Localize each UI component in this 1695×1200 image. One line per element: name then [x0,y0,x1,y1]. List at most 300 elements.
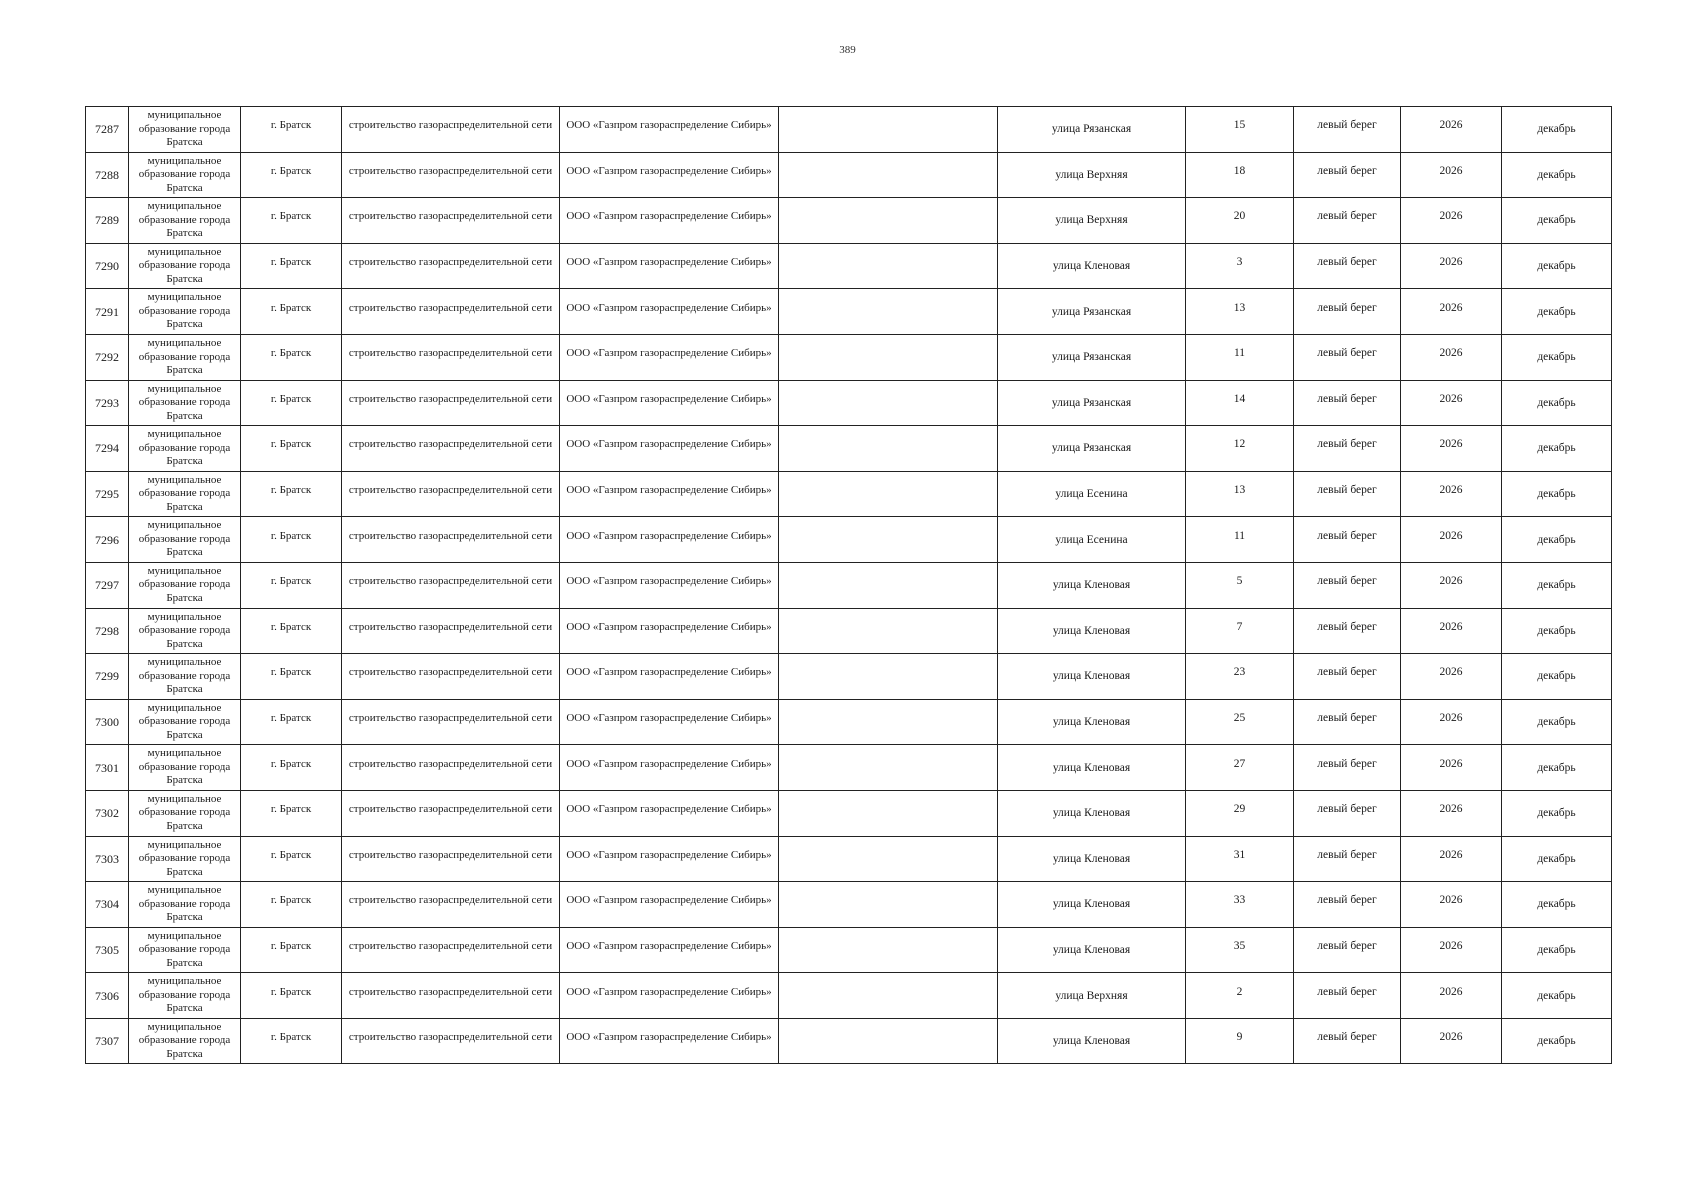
table-row [86,243,1612,289]
street-cell: улица Кленовая [998,699,1186,745]
street-cell: улица Верхняя [998,973,1186,1019]
house-number-text: 20 [1233,210,1246,223]
blank-cell [779,243,998,289]
city-cell [241,608,342,654]
work-type-text: строительство газораспределительной сети [348,575,553,588]
bank-text: левый берег [1317,301,1377,314]
city-text: г. Братск [270,438,312,451]
month-cell: декабрь [1502,699,1612,745]
city-text: г. Братск [270,803,312,816]
table-row [86,836,1612,882]
city-text: г. Братск [270,757,312,770]
table-row [86,882,1612,928]
bank-text: левый берег [1317,438,1377,451]
work-type-cell [342,882,560,928]
year-cell [1401,334,1502,380]
blank-cell [779,882,998,928]
municipality-cell: муниципальное образование города Братска [129,654,241,700]
house-number-text: 9 [1236,1031,1243,1044]
street-cell: улица Верхняя [998,198,1186,244]
blank-cell [779,654,998,700]
city-cell [241,1018,342,1064]
street-cell: улица Есенина [998,517,1186,563]
year-text: 2026 [1439,894,1463,907]
blank-cell [779,790,998,836]
work-type-text: строительство газораспределительной сети [348,894,553,907]
work-type-cell [342,380,560,426]
house-number-text: 11 [1233,529,1246,542]
work-type-text: строительство газораспределительной сети [348,210,553,223]
house-number-cell [1186,107,1294,153]
table-row [86,426,1612,472]
work-type-cell [342,517,560,563]
row-number-cell: 7289 [86,198,129,244]
house-number-text: 31 [1233,848,1246,861]
city-text: г. Братск [270,666,312,679]
work-type-cell [342,927,560,973]
organization-cell [560,882,779,928]
work-type-text: строительство газораспределительной сети [348,438,553,451]
city-cell [241,152,342,198]
city-text: г. Братск [270,164,312,177]
organization-cell [560,243,779,289]
work-type-cell [342,654,560,700]
house-number-text: 27 [1233,757,1246,770]
work-type-text: строительство газораспределительной сети [348,301,553,314]
street-cell: улица Рязанская [998,380,1186,426]
street-cell: улица Рязанская [998,334,1186,380]
bank-cell [1294,426,1401,472]
work-type-text: строительство газораспределительной сети [348,392,553,405]
organization-text: ООО «Газпром газораспределение Сибирь» [566,210,772,223]
city-text: г. Братск [270,894,312,907]
city-cell [241,243,342,289]
municipality-cell: муниципальное образование города Братска [129,243,241,289]
city-cell [241,790,342,836]
work-type-cell [342,426,560,472]
organization-cell [560,745,779,791]
bank-cell [1294,562,1401,608]
house-number-cell [1186,927,1294,973]
year-text: 2026 [1439,575,1463,588]
municipality-cell: муниципальное образование города Братска [129,107,241,153]
work-type-cell [342,699,560,745]
year-cell [1401,380,1502,426]
blank-cell [779,1018,998,1064]
municipality-cell: муниципальное образование города Братска [129,882,241,928]
bank-text: левый берег [1317,1031,1377,1044]
bank-text: левый берег [1317,712,1377,725]
city-cell [241,334,342,380]
year-text: 2026 [1439,529,1463,542]
work-type-text: строительство газораспределительной сети [348,1031,553,1044]
city-text: г. Братск [270,347,312,360]
organization-cell [560,562,779,608]
municipality-cell: муниципальное образование города Братска [129,471,241,517]
work-type-cell [342,152,560,198]
organization-cell [560,699,779,745]
row-number-cell: 7291 [86,289,129,335]
month-cell: декабрь [1502,562,1612,608]
row-number-cell: 7303 [86,836,129,882]
municipality-cell: муниципальное образование города Братска [129,973,241,1019]
month-cell: декабрь [1502,836,1612,882]
row-number-cell: 7290 [86,243,129,289]
street-cell: улица Кленовая [998,562,1186,608]
year-text: 2026 [1439,484,1463,497]
work-type-cell [342,289,560,335]
house-number-text: 11 [1233,347,1246,360]
year-text: 2026 [1439,803,1463,816]
city-cell [241,517,342,563]
work-type-cell [342,334,560,380]
house-number-text: 18 [1233,164,1246,177]
blank-cell [779,426,998,472]
municipality-cell: муниципальное образование города Братска [129,699,241,745]
table-row [86,152,1612,198]
city-text: г. Братск [270,392,312,405]
bank-cell [1294,699,1401,745]
blank-cell [779,836,998,882]
work-type-text: строительство газораспределительной сети [348,119,553,132]
organization-text: ООО «Газпром газораспределение Сибирь» [566,894,772,907]
city-text: г. Братск [270,1031,312,1044]
municipality-cell: муниципальное образование города Братска [129,152,241,198]
month-cell: декабрь [1502,152,1612,198]
city-text: г. Братск [270,575,312,588]
organization-text: ООО «Газпром газораспределение Сибирь» [566,347,772,360]
city-cell [241,654,342,700]
month-cell: декабрь [1502,517,1612,563]
year-text: 2026 [1439,347,1463,360]
gasification-table [85,106,1612,1064]
street-cell: улица Рязанская [998,289,1186,335]
blank-cell [779,973,998,1019]
house-number-cell [1186,790,1294,836]
year-cell [1401,471,1502,517]
row-number-cell: 7307 [86,1018,129,1064]
work-type-cell [342,973,560,1019]
table-row [86,699,1612,745]
work-type-cell [342,608,560,654]
city-cell [241,107,342,153]
house-number-cell [1186,836,1294,882]
organization-cell [560,198,779,244]
row-number-cell: 7296 [86,517,129,563]
bank-cell [1294,471,1401,517]
work-type-text: строительство газораспределительной сети [348,529,553,542]
year-cell [1401,790,1502,836]
street-cell: улица Кленовая [998,243,1186,289]
municipality-cell: муниципальное образование города Братска [129,517,241,563]
month-cell: декабрь [1502,790,1612,836]
house-number-text: 25 [1233,712,1246,725]
month-cell: декабрь [1502,426,1612,472]
organization-cell [560,1018,779,1064]
city-text: г. Братск [270,620,312,633]
city-text: г. Братск [270,301,312,314]
table-row [86,334,1612,380]
organization-text: ООО «Газпром газораспределение Сибирь» [566,119,772,132]
year-cell [1401,289,1502,335]
municipality-cell: муниципальное образование города Братска [129,608,241,654]
bank-cell [1294,198,1401,244]
city-cell [241,198,342,244]
municipality-cell: муниципальное образование города Братска [129,426,241,472]
organization-text: ООО «Газпром газораспределение Сибирь» [566,666,772,679]
organization-text: ООО «Газпром газораспределение Сибирь» [566,438,772,451]
house-number-cell [1186,243,1294,289]
city-cell [241,973,342,1019]
year-cell [1401,882,1502,928]
municipality-cell: муниципальное образование города Братска [129,1018,241,1064]
month-cell: декабрь [1502,654,1612,700]
table-body [86,107,1612,1064]
city-text: г. Братск [270,848,312,861]
street-cell: улица Рязанская [998,426,1186,472]
street-cell: улица Верхняя [998,152,1186,198]
year-text: 2026 [1439,164,1463,177]
bank-text: левый берег [1317,575,1377,588]
bank-cell [1294,1018,1401,1064]
city-cell [241,882,342,928]
blank-cell [779,562,998,608]
house-number-cell [1186,198,1294,244]
blank-cell [779,380,998,426]
bank-cell [1294,107,1401,153]
street-cell: улица Кленовая [998,927,1186,973]
table-row [86,927,1612,973]
city-text: г. Братск [270,256,312,269]
year-text: 2026 [1439,620,1463,633]
house-number-cell [1186,471,1294,517]
city-text: г. Братск [270,529,312,542]
work-type-cell [342,562,560,608]
blank-cell [779,471,998,517]
street-cell: улица Кленовая [998,836,1186,882]
organization-text: ООО «Газпром газораспределение Сибирь» [566,256,772,269]
year-cell [1401,562,1502,608]
house-number-cell [1186,152,1294,198]
month-cell: декабрь [1502,198,1612,244]
house-number-text: 13 [1233,484,1246,497]
organization-text: ООО «Газпром газораспределение Сибирь» [566,164,772,177]
work-type-text: строительство газораспределительной сети [348,256,553,269]
bank-cell [1294,243,1401,289]
bank-text: левый берег [1317,210,1377,223]
bank-cell [1294,380,1401,426]
municipality-cell: муниципальное образование города Братска [129,334,241,380]
row-number-cell: 7304 [86,882,129,928]
table-row [86,608,1612,654]
bank-text: левый берег [1317,256,1377,269]
bank-text: левый берег [1317,939,1377,952]
year-cell [1401,927,1502,973]
year-cell [1401,1018,1502,1064]
street-cell: улица Кленовая [998,1018,1186,1064]
work-type-text: строительство газораспределительной сети [348,848,553,861]
month-cell: декабрь [1502,380,1612,426]
work-type-cell [342,790,560,836]
house-number-cell [1186,517,1294,563]
year-cell [1401,243,1502,289]
year-cell [1401,654,1502,700]
year-cell [1401,699,1502,745]
year-cell [1401,152,1502,198]
year-text: 2026 [1439,210,1463,223]
blank-cell [779,699,998,745]
row-number-cell: 7298 [86,608,129,654]
year-text: 2026 [1439,848,1463,861]
house-number-text: 2 [1236,985,1243,998]
table-row [86,471,1612,517]
work-type-cell [342,243,560,289]
table-row [86,790,1612,836]
work-type-cell [342,198,560,244]
bank-cell [1294,882,1401,928]
municipality-cell: муниципальное образование города Братска [129,790,241,836]
work-type-cell [342,836,560,882]
organization-text: ООО «Газпром газораспределение Сибирь» [566,848,772,861]
organization-cell [560,289,779,335]
organization-text: ООО «Газпром газораспределение Сибирь» [566,985,772,998]
bank-text: левый берег [1317,894,1377,907]
street-cell: улица Кленовая [998,745,1186,791]
year-text: 2026 [1439,392,1463,405]
work-type-text: строительство газораспределительной сети [348,803,553,816]
year-cell [1401,517,1502,563]
organization-cell [560,836,779,882]
house-number-text: 5 [1236,575,1243,588]
street-cell: улица Кленовая [998,654,1186,700]
house-number-cell [1186,289,1294,335]
year-cell [1401,608,1502,654]
year-cell [1401,973,1502,1019]
table-row [86,1018,1612,1064]
month-cell: декабрь [1502,471,1612,517]
work-type-cell [342,1018,560,1064]
row-number-cell: 7297 [86,562,129,608]
bank-cell [1294,927,1401,973]
organization-text: ООО «Газпром газораспределение Сибирь» [566,1031,772,1044]
month-cell: декабрь [1502,243,1612,289]
house-number-text: 3 [1236,256,1243,269]
municipality-cell: муниципальное образование города Братска [129,927,241,973]
year-cell [1401,198,1502,244]
organization-text: ООО «Газпром газораспределение Сибирь» [566,757,772,770]
row-number-cell: 7295 [86,471,129,517]
table-row [86,289,1612,335]
organization-cell [560,471,779,517]
row-number-cell: 7288 [86,152,129,198]
table-row [86,654,1612,700]
row-number-cell: 7299 [86,654,129,700]
street-cell: улица Есенина [998,471,1186,517]
month-cell: декабрь [1502,107,1612,153]
row-number-cell: 7301 [86,745,129,791]
municipality-cell: муниципальное образование города Братска [129,745,241,791]
month-cell: декабрь [1502,1018,1612,1064]
table-row [86,198,1612,244]
organization-text: ООО «Газпром газораспределение Сибирь» [566,484,772,497]
bank-text: левый берег [1317,119,1377,132]
bank-text: левый берег [1317,164,1377,177]
organization-cell [560,426,779,472]
house-number-text: 15 [1233,119,1246,132]
blank-cell [779,198,998,244]
blank-cell [779,334,998,380]
street-cell: улица Кленовая [998,790,1186,836]
year-cell [1401,107,1502,153]
city-text: г. Братск [270,484,312,497]
municipality-cell: муниципальное образование города Братска [129,836,241,882]
street-cell: улица Рязанская [998,107,1186,153]
city-text: г. Братск [270,712,312,725]
house-number-text: 29 [1233,803,1246,816]
work-type-text: строительство газораспределительной сети [348,347,553,360]
city-cell [241,836,342,882]
bank-text: левый берег [1317,757,1377,770]
blank-cell [779,745,998,791]
house-number-cell [1186,882,1294,928]
work-type-text: строительство газораспределительной сети [348,164,553,177]
city-text: г. Братск [270,939,312,952]
organization-cell [560,152,779,198]
row-number-cell: 7302 [86,790,129,836]
bank-cell [1294,790,1401,836]
house-number-text: 7 [1236,620,1243,633]
bank-cell [1294,517,1401,563]
city-cell [241,471,342,517]
city-cell [241,927,342,973]
municipality-cell: муниципальное образование города Братска [129,289,241,335]
bank-text: левый берег [1317,529,1377,542]
municipality-cell: муниципальное образование города Братска [129,380,241,426]
house-number-text: 12 [1233,438,1246,451]
blank-cell [779,107,998,153]
month-cell: декабрь [1502,745,1612,791]
year-text: 2026 [1439,256,1463,269]
work-type-text: строительство газораспределительной сети [348,712,553,725]
organization-cell [560,608,779,654]
organization-text: ООО «Газпром газораспределение Сибирь» [566,301,772,314]
house-number-text: 14 [1233,392,1246,405]
work-type-text: строительство газораспределительной сети [348,985,553,998]
bank-cell [1294,973,1401,1019]
work-type-cell [342,107,560,153]
year-text: 2026 [1439,985,1463,998]
city-cell [241,289,342,335]
house-number-text: 35 [1233,939,1246,952]
organization-cell [560,334,779,380]
year-text: 2026 [1439,1031,1463,1044]
bank-text: левый берег [1317,484,1377,497]
month-cell: декабрь [1502,608,1612,654]
row-number-cell: 7300 [86,699,129,745]
month-cell: декабрь [1502,289,1612,335]
city-text: г. Братск [270,985,312,998]
bank-cell [1294,654,1401,700]
bank-cell [1294,152,1401,198]
bank-text: левый берег [1317,392,1377,405]
row-number-cell: 7292 [86,334,129,380]
house-number-cell [1186,699,1294,745]
table-row [86,973,1612,1019]
year-cell [1401,745,1502,791]
table-row [86,745,1612,791]
year-text: 2026 [1439,438,1463,451]
work-type-text: строительство газораспределительной сети [348,666,553,679]
